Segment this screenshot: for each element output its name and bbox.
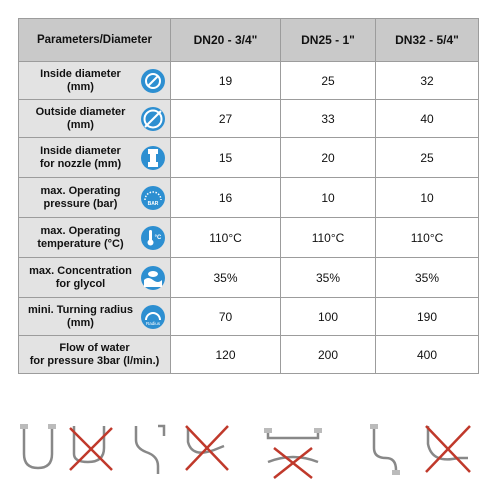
param-cell (19, 62, 171, 100)
value-dn25: 25 (281, 62, 376, 100)
incorrect-offset-icon (426, 426, 470, 472)
value-dn32: 35% (376, 258, 479, 298)
radius-icon-text: Radius (145, 320, 161, 326)
value-dn20: 27 (171, 100, 281, 138)
value-dn32: 400 (376, 336, 479, 374)
param-label: max. Operating pressure (bar) (40, 184, 121, 210)
param-label: max. Concentration for glycol (29, 264, 132, 290)
param-label: max. Operating temperature (°C) (37, 224, 124, 250)
param-label: Inside diameter for nozzle (mm) (39, 144, 122, 170)
value-dn20: 19 (171, 62, 281, 100)
table-row (19, 258, 479, 298)
header-dn20: DN20 - 3/4" (171, 19, 281, 62)
value-dn20: 110°C (171, 218, 281, 258)
table-row (19, 336, 479, 374)
table-row (19, 298, 479, 336)
value-dn32: 25 (376, 138, 479, 178)
correct-offset-icon (370, 424, 400, 475)
param-label: Inside diameter (mm) (40, 67, 121, 93)
value-dn20: 35% (171, 258, 281, 298)
glycol-icon (140, 265, 166, 291)
turning-radius-icon (140, 304, 166, 330)
value-dn20: 70 (171, 298, 281, 336)
header-dn25: DN25 - 1" (281, 19, 376, 62)
spec-table (18, 18, 479, 374)
nozzle-icon (140, 145, 166, 171)
param-cell (19, 178, 171, 218)
installation-diagram-strip (18, 418, 478, 482)
inside-diameter-icon (140, 68, 166, 94)
value-dn20: 16 (171, 178, 281, 218)
param-cell (19, 100, 171, 138)
temperature-icon-text: °C (154, 234, 162, 241)
value-dn32: 32 (376, 62, 479, 100)
value-dn20: 15 (171, 138, 281, 178)
param-label: Flow of water for pressure 3bar (l/min.) (29, 341, 160, 367)
param-label: mini. Turning radius (mm) (28, 303, 133, 329)
value-dn32: 10 (376, 178, 479, 218)
outside-diameter-icon (140, 106, 166, 132)
table-row (19, 62, 479, 100)
value-dn25: 20 (281, 138, 376, 178)
value-dn25: 100 (281, 298, 376, 336)
pressure-icon-text: BAR (147, 200, 159, 207)
table-row (19, 178, 479, 218)
value-dn25: 110°C (281, 218, 376, 258)
param-cell (19, 138, 171, 178)
param-cell (19, 298, 171, 336)
header-dn32: DN32 - 5/4" (376, 19, 479, 62)
param-cell (19, 218, 171, 258)
installation-diagrams (18, 418, 478, 482)
incorrect-s-bend-icon (186, 426, 228, 470)
incorrect-u-bend-icon (70, 426, 112, 470)
value-dn25: 33 (281, 100, 376, 138)
param-label: Outside diameter (mm) (35, 105, 126, 131)
correct-s-bend-icon (136, 426, 164, 474)
param-cell (19, 336, 171, 374)
value-dn25: 35% (281, 258, 376, 298)
correct-straight-icon (264, 428, 322, 438)
pressure-gauge-icon (140, 185, 166, 211)
header-parameters: Parameters/Diameter (19, 19, 171, 62)
value-dn20: 120 (171, 336, 281, 374)
correct-u-bend-icon (20, 424, 56, 468)
value-dn32: 110°C (376, 218, 479, 258)
value-dn25: 200 (281, 336, 376, 374)
header-row (19, 19, 479, 62)
incorrect-straight-icon (268, 448, 318, 478)
param-cell (19, 258, 171, 298)
table-row (19, 100, 479, 138)
value-dn32: 40 (376, 100, 479, 138)
value-dn32: 190 (376, 298, 479, 336)
value-dn25: 10 (281, 178, 376, 218)
table-row (19, 138, 479, 178)
thermometer-icon (140, 225, 166, 251)
table-row (19, 218, 479, 258)
